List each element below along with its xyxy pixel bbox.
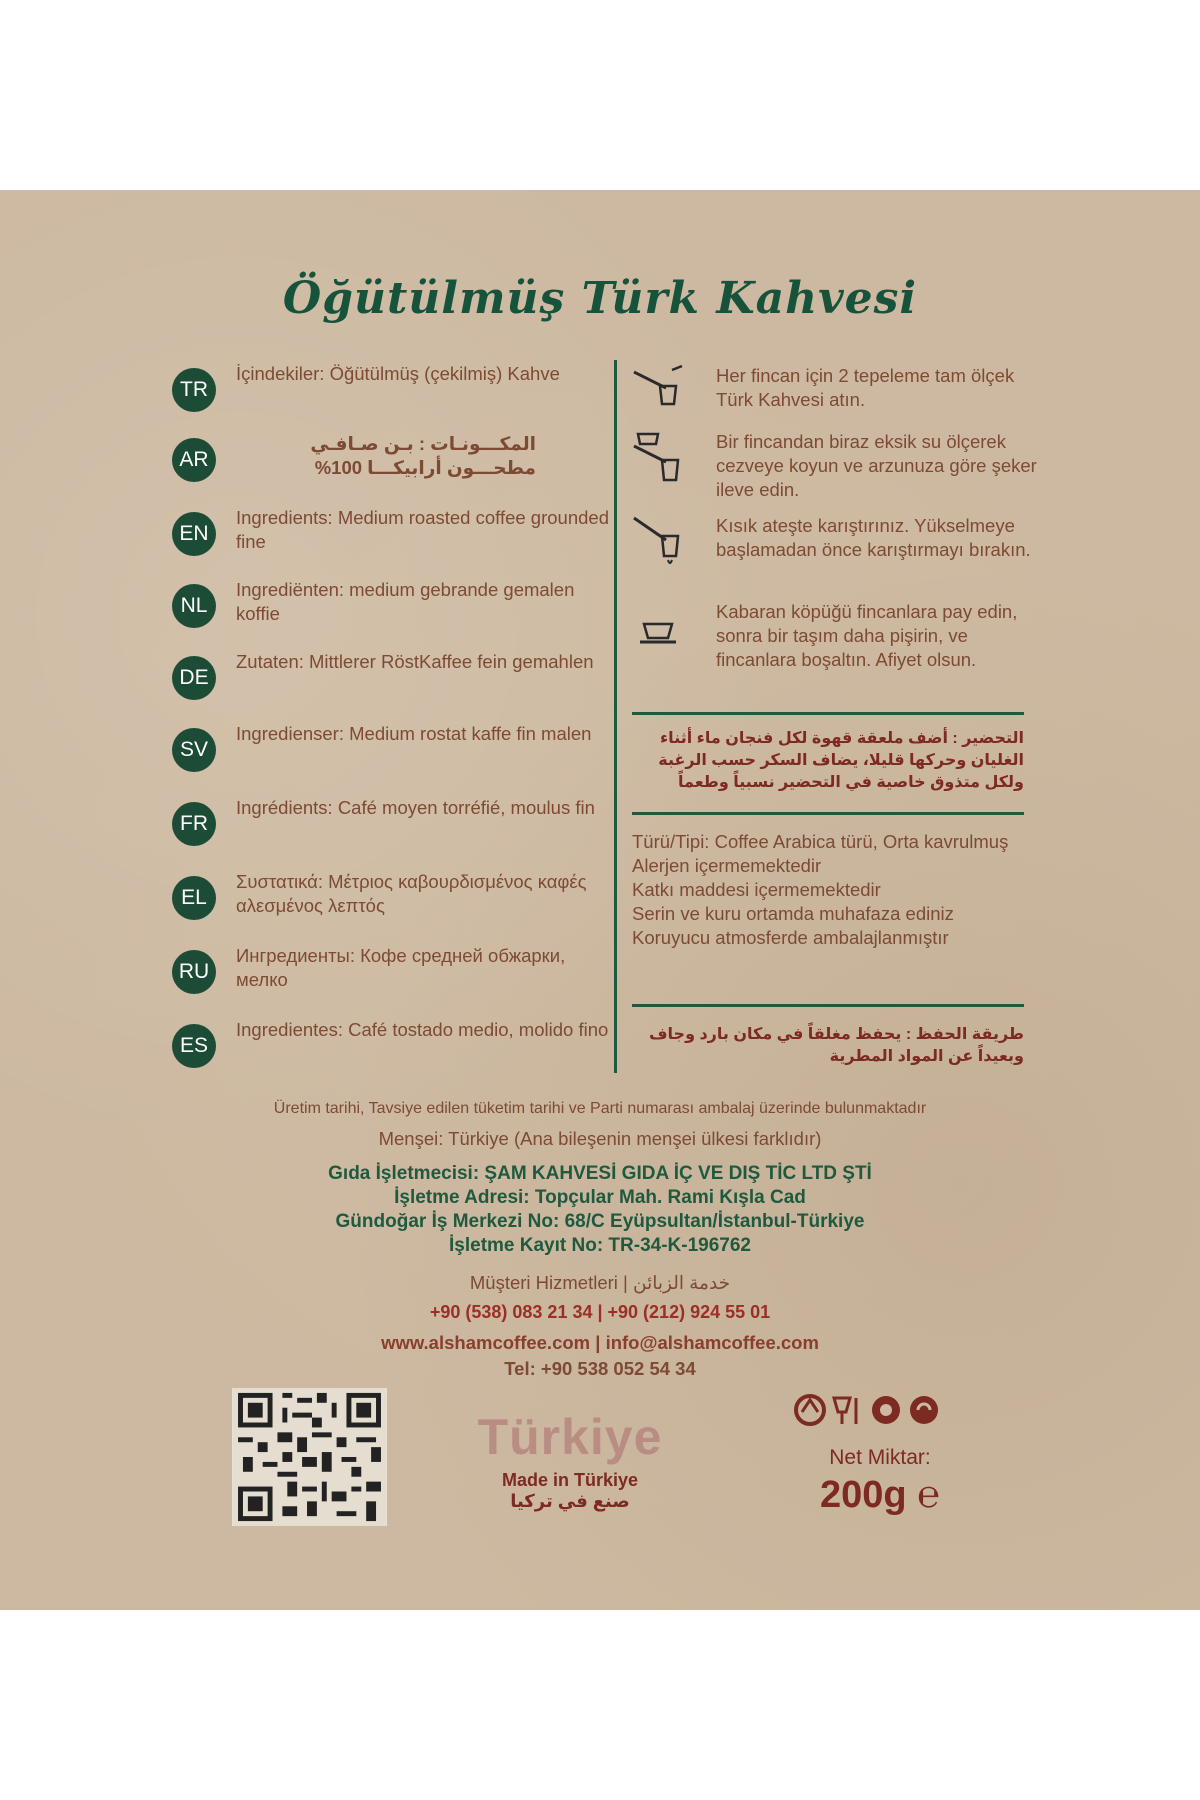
lang-text: Ingrédients: Café moyen torréfié, moulus fin (236, 797, 595, 818)
made-in-arabic: صنع في تركيا (510, 1491, 630, 1511)
company-info (0, 1162, 1200, 1258)
product-title: Öğütülmüş Türk Kahvesi (282, 273, 918, 324)
lang-badge: EN (172, 512, 216, 556)
lang-row-el (172, 870, 612, 930)
lang-row-en (172, 506, 612, 566)
customer-service: Müşteri Hizmetleri | خدمة الزبائن (469, 1272, 731, 1293)
product-label-back (0, 190, 1200, 1610)
prep-step-text: Her fincan için 2 tepeleme tam ölçek Türk Kahvesi atın. (716, 365, 1015, 410)
food-safe-glass-fork-icon (834, 1398, 856, 1424)
made-in-turkiye (420, 1408, 720, 1512)
prep-step-text: Kısık ateşte karıştırınız. Yükselmeye başlamadan önce karıştırmayı bırakın. (716, 515, 1031, 560)
lang-row-de (172, 650, 612, 710)
net-quantity (770, 1446, 990, 1517)
arabic-storage: طريقة الحفظ : يحفظ مغلقاً في مكان بارد وجاف وبعيداً عن المواد المطرية (648, 1026, 1024, 1065)
lang-text: Zutaten: Mittlerer RöstKaffee fein gemahlen (236, 651, 594, 672)
net-weight: 200g ℮ (820, 1474, 940, 1516)
prep-step-text: Bir fincandan biraz eksik su ölçerek cezveye koyun ve arzunuza göre şeker ileve edin. (716, 431, 1037, 500)
section-divider (632, 712, 1024, 715)
company-line: Gıda İşletmecisi: ŞAM KAHVESİ GIDA İÇ VE DIŞ TİC LTD ŞTİ (328, 1163, 872, 1184)
cezve-spoon-icon (632, 364, 684, 420)
lang-row-es (172, 1018, 612, 1078)
product-info (632, 830, 1032, 950)
lang-badge: SV (172, 728, 216, 772)
company-line: İşletme Kayıt No: TR-34-K-196762 (449, 1235, 751, 1256)
tel: Tel: +90 538 052 54 34 (504, 1358, 696, 1379)
origin: Menşei: Türkiye (Ana bileşenin menşei ülkesi farklıdır) (378, 1128, 822, 1149)
lang-text: Ingredients: Medium roasted coffee grounded fine (236, 507, 609, 552)
lang-row-ar (172, 432, 612, 492)
lang-row-fr (172, 796, 612, 856)
recycle-icon (796, 1396, 824, 1424)
lang-row-sv (172, 722, 612, 782)
packaging-symbols (792, 1390, 962, 1430)
lang-badge: EL (172, 876, 216, 920)
info-line: Katkı maddesi içermemektedir (632, 879, 881, 900)
section-divider (632, 1004, 1024, 1007)
section-divider (632, 812, 1024, 815)
lang-text: Συστατικά: Μέτριος καβουρδισμένος καφές αλεσμένος λεπτός (236, 871, 587, 916)
tidyman-icon (872, 1396, 900, 1424)
info-line: Serin ve kuru ortamda muhafaza ediniz (632, 903, 954, 924)
arabic-preparation: التحضير : أضف ملعقة قهوة لكل فنجان ماء أثناء الغليان وحركها قليلا، يضاف السكر حسب الرغبة ولكل متذوق خاصية في التحضير نسبياً وطعماً (658, 730, 1024, 791)
company-line: Gündoğar İş Merkezi No: 68/C Eyüpsultan/İstanbul-Türkiye (335, 1211, 865, 1232)
lang-text: Ингредиенты: Кофе средней обжарки, мелко (236, 945, 566, 990)
lang-row-ru (172, 944, 612, 1004)
net-label: Net Miktar: (829, 1446, 931, 1469)
turkiye-logo: Türkiye (477, 1409, 663, 1465)
info-line: Koruyucu atmosferde ambalajlanmıştır (632, 927, 949, 948)
lang-text: Ingredienser: Medium rostat kaffe fin malen (236, 723, 592, 744)
lang-badge: TR (172, 368, 216, 412)
info-line: Türü/Tipi: Coffee Arabica türü, Orta kavrulmuş (632, 831, 1009, 852)
lang-badge: NL (172, 584, 216, 628)
stir-cezve-icon (632, 514, 684, 570)
lang-badge: ES (172, 1024, 216, 1068)
lang-badge: DE (172, 656, 216, 700)
lang-badge: FR (172, 802, 216, 846)
lang-text: Ingredientes: Café tostado medio, molido fino (236, 1019, 609, 1040)
coffee-cup-icon (632, 600, 684, 656)
lang-row-tr (172, 362, 612, 422)
cup-pour-water-icon (632, 430, 684, 486)
lang-text: Ingrediënten: medium gebrande gemalen koffie (236, 579, 575, 624)
company-line: İşletme Adresi: Topçular Mah. Rami Kışla Cad (394, 1187, 806, 1208)
lang-badge: AR (172, 438, 216, 482)
lang-row-nl (172, 578, 612, 638)
web-email: www.alshamcoffee.com | info@alshamcoffee.com (381, 1332, 819, 1353)
qr-code (232, 1388, 387, 1526)
made-in-text: Made in Türkiye (501, 1470, 639, 1490)
green-dot-icon (910, 1396, 938, 1424)
production-note: Üretim tarihi, Tavsiye edilen tüketim tarihi ve Parti numarası ambalaj üzerinde bulunmaktadır (273, 1100, 927, 1117)
lang-text: İçindekiler: Öğütülmüş (çekilmiş) Kahve (236, 363, 560, 384)
phone-numbers: +90 (538) 083 21 34 | +90 (212) 924 55 01 (429, 1302, 771, 1322)
lang-text: المكـــونـات : بـن صـافـي مطحـــون أرابيكـــا 100% (310, 433, 536, 478)
lang-badge: RU (172, 950, 216, 994)
prep-step-text: Kabaran köpüğü fincanlara pay edin, sonra bir taşım daha pişirin, ve fincanlara boşaltın. Afiyet olsun. (716, 601, 1018, 670)
info-line: Alerjen içermemektedir (632, 855, 822, 876)
